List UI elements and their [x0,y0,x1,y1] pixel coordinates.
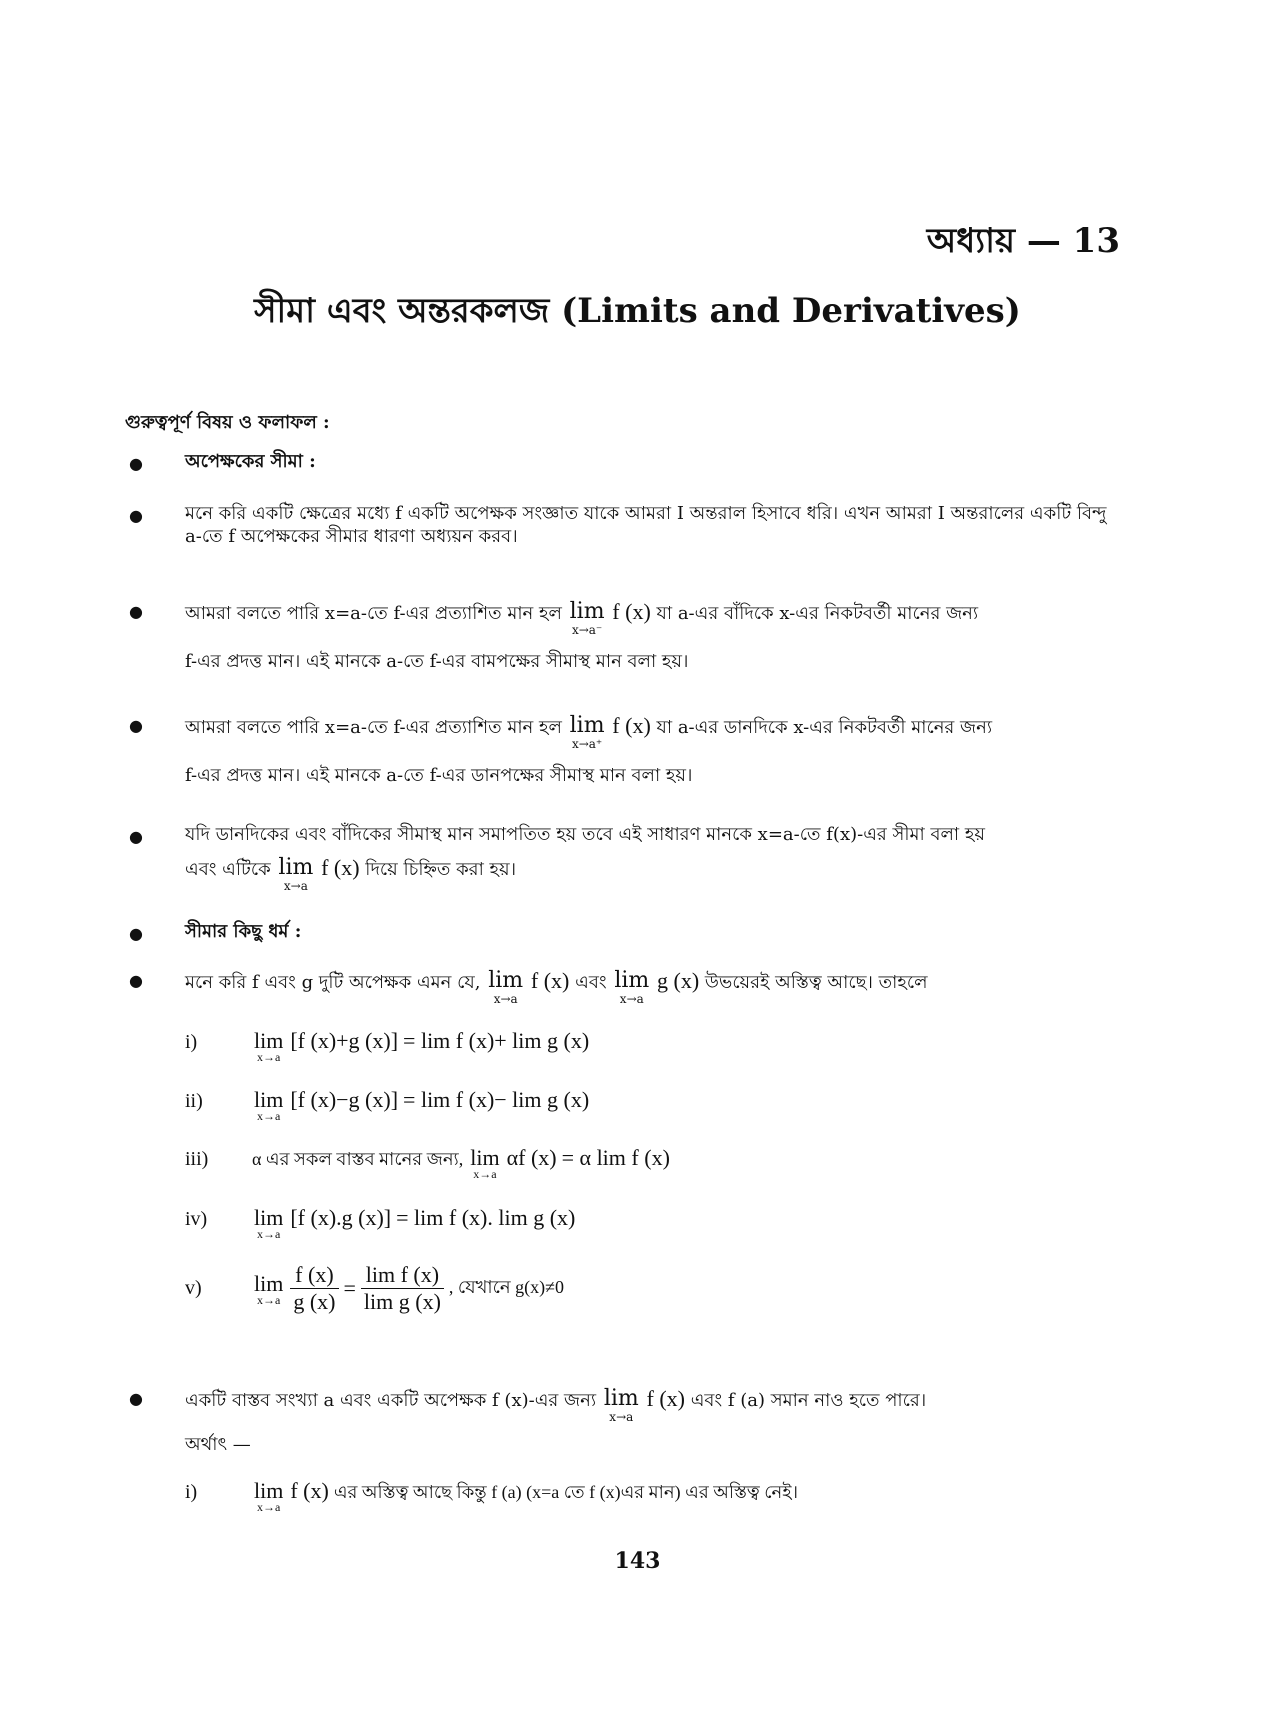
lim-word: lim [254,1087,284,1112]
function-expression: f (x) [646,1386,685,1411]
limit-expression [470,1145,499,1180]
item-text: মনে করি f এবং g দুটি অপেক্ষক এমন যে, [185,972,481,993]
formula-lhs: [f (x)−g (x)] [290,1087,399,1112]
item-text: মনে করি একটি ক্ষেত্রের মধ্যে f একটি অপেক্ষক সংজ্ঞাত যাকে আমরা I অন্তরাল হিসাবে ধরি। এখন আমরা I অন্তরালের একটি বিন্দু a-তে f অপেক্ষকের সীমার ধারণা অধ্যয়ন করব। [185,503,1107,548]
item-text: এবং [575,972,607,993]
limit-expression [254,1271,283,1306]
item-text: যা a-এর ডানদিকে x-এর নিকটবর্তী মানের জন্য [656,717,993,738]
limit-expression [278,854,313,892]
limit-expression [614,967,649,1005]
lim-word: lim [470,1145,500,1170]
equals-sign: = [343,1275,356,1301]
lim-subscript: x→a [257,1050,281,1064]
lim-subscript: x→a [257,1109,281,1123]
property-number: iv) [185,1208,208,1230]
lim-word: lim [488,968,524,993]
property-sum [185,1028,589,1063]
property-difference [185,1087,589,1122]
bullet-limit-definition [129,823,1125,893]
lim-subscript: x→a [473,1167,497,1181]
formula-rhs: = α lim f (x) [561,1145,670,1170]
property-product [185,1205,575,1240]
property-scalar [185,1145,670,1180]
lim-subscript: x→a [257,1227,281,1241]
bullet-icon: ● [129,602,143,621]
lim-subscript: x→a⁺ [571,736,603,751]
property-number: v) [185,1277,202,1299]
bullet-left-hand-limit [129,598,1125,673]
fraction-denominator: lim g (x) [363,1289,441,1314]
item-text: আমরা বলতে পারি x=a-তে f-এর প্রত্যাশিত মান হল [185,603,562,624]
property-number: i) [185,1481,198,1503]
formula-lhs: [f (x).g (x)] [290,1205,392,1230]
limit-expression [488,967,523,1005]
bullet-function-limit-heading [129,450,1125,473]
property-number: i) [185,1031,198,1053]
lim-subscript: x→a [257,1500,281,1514]
formula-lhs: αf (x) [506,1145,557,1170]
item-text: যদি ডানদিকের এবং বাঁদিকের সীমাস্থ মান সমাপতিত হয় তবে এই সাধারণ মানকে x=a-তে f(x)-এর সীমা বলা হয় [185,824,985,845]
limit-expression [254,1478,283,1513]
lim-word: lim [569,599,605,624]
bullet-two-functions [129,967,1125,1006]
bullet-icon: ● [129,716,143,735]
fraction-numerator: f (x) [290,1262,338,1289]
bullet-icon: ● [129,924,143,943]
fraction-denominator: g (x) [293,1289,336,1314]
item-text-line2: f-এর প্রদত্ত মান। এই মানকে a-তে f-এর বামপক্ষের সীমাস্থ মান বলা হয়। [185,650,689,672]
lim-word: lim [254,1205,284,1230]
property-number: ii) [185,1090,203,1112]
function-expression: f (x) [321,855,360,881]
bullet-icon: ● [129,454,143,473]
bullet-limit-properties-heading [129,920,1125,943]
bullet-icon: ● [129,1389,143,1408]
lim-subscript: x→a⁻ [571,622,603,637]
item-text: যা a-এর বাঁদিকে x-এর নিকটবর্তী মানের জন্য [656,603,979,624]
property-text: এর অস্তিত্ব আছে কিন্তু f (a) (x=a তে f (x)এর মান) এর অস্তিত্ব নেই। [333,1482,799,1502]
chapter-title: সীমা এবং অন্তরকলজ (Limits and Derivatives) [254,291,1021,331]
lim-subscript: x→a [283,878,308,893]
lim-word: lim [278,855,314,881]
item-text: এবং f (a) সমান নাও হতে পারে। [690,1390,927,1411]
lim-subscript: x→a [609,1409,634,1424]
function-expression: f (x) [612,713,651,738]
bullet-icon: ● [129,827,143,846]
property-text: α এর সকল বাস্তব মানের জন্য, [252,1149,464,1169]
limit-expression [254,1087,283,1122]
bullet-right-hand-limit [129,712,1125,787]
limit-expression [570,712,605,750]
limit-expression [570,598,605,636]
item-text: অপেক্ষকের সীমা : [185,451,316,472]
formula-rhs: = lim f (x)+ lim g (x) [403,1028,590,1053]
bullet-icon: ● [129,971,143,990]
case-limit-exists-value-not [185,1478,798,1513]
bullet-function-definition [129,502,1125,549]
formula-lhs: [f (x)+g (x)] [290,1028,399,1053]
property-quotient [185,1262,564,1315]
formula-rhs: = lim f (x)− lim g (x) [403,1087,590,1112]
lim-subscript: x→a [619,991,644,1006]
chapter-label: অধ্যায় — 13 [926,221,1120,261]
section-heading: গুরুত্বপূর্ণ বিষয় ও ফলাফল : [125,412,330,433]
lim-subscript: x→a [257,1293,281,1307]
lim-word: lim [254,1028,284,1053]
property-number: iii) [185,1148,209,1170]
item-text-line2: অর্থাৎ — [185,1433,251,1455]
fraction-rhs [361,1262,444,1315]
item-text: সীমার কিছু ধর্ম : [185,921,302,942]
lim-word: lim [254,1271,284,1296]
page-number: 143 [614,1548,661,1574]
lim-word: lim [569,713,605,738]
function-expression: f (x) [612,599,651,624]
item-text: এবং এটিকে [185,859,271,881]
function-expression: f (x) [290,1478,329,1503]
item-text: দিয়ে চিহ্নিত করা হয়। [365,859,517,881]
fraction-lhs [290,1262,338,1315]
item-text: উভয়েরই অস্তিত্ব আছে। তাহলে [704,972,928,993]
property-text: , যেখানে g(x)≠0 [448,1277,564,1297]
lim-word: lim [603,1386,639,1411]
fraction-numerator: lim f (x) [361,1262,444,1289]
item-text: আমরা বলতে পারি x=a-তে f-এর প্রত্যাশিত মান হল [185,717,562,738]
limit-expression [254,1028,283,1063]
bullet-icon: ● [129,506,143,525]
bullet-limit-vs-value [129,1385,1125,1456]
function-expression: f (x) [530,968,570,993]
lim-word: lim [614,968,650,993]
formula-rhs: = lim f (x). lim g (x) [396,1205,576,1230]
function-expression: g (x) [657,968,700,993]
item-text-line2: f-এর প্রদত্ত মান। এই মানকে a-তে f-এর ডানপক্ষের সীমাস্থ মান বলা হয়। [185,764,693,786]
item-text: একটি বাস্তব সংখ্যা a এবং একটি অপেক্ষক f (x)-এর জন্য [185,1390,597,1411]
lim-word: lim [254,1478,284,1503]
lim-subscript: x→a [493,991,518,1006]
limit-expression [254,1205,283,1240]
limit-expression [604,1385,639,1423]
